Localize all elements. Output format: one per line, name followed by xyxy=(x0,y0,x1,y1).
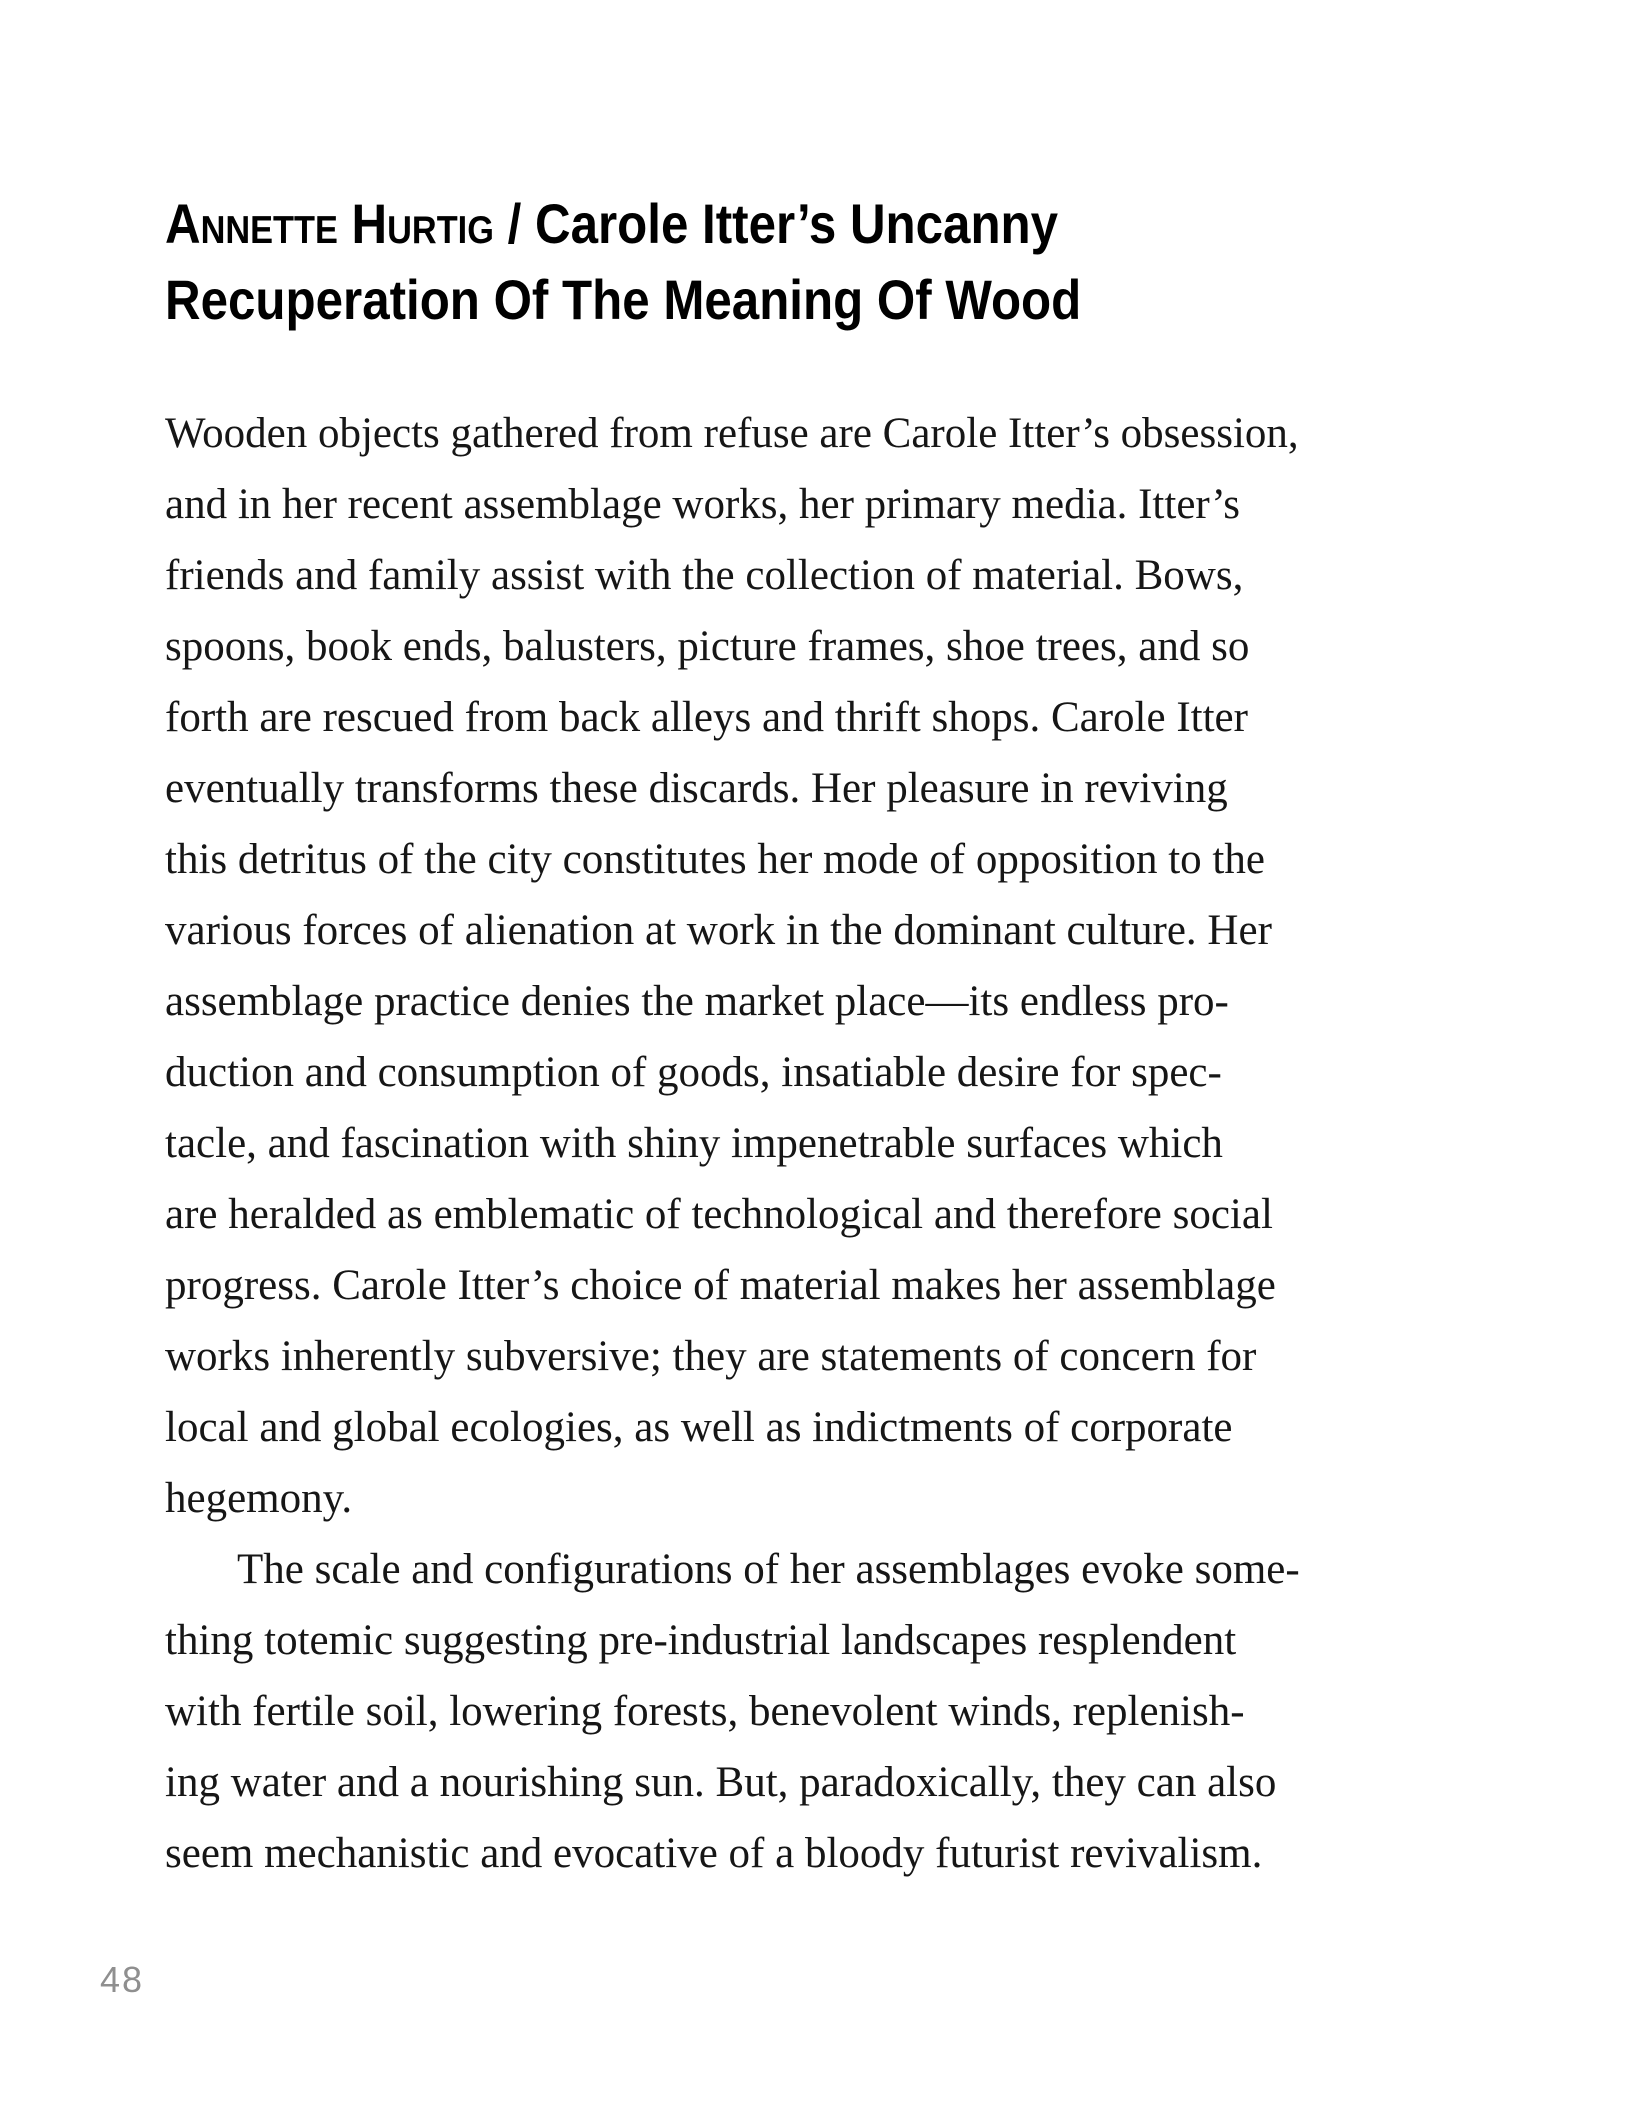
body-line-paragraph-start: The scale and configurations of her assemblages evoke some- xyxy=(237,1546,1300,1593)
body-line: local and global ecologies, as well as indictments of corporate xyxy=(165,1404,1233,1451)
article-title xyxy=(165,186,1206,338)
body-line: spoons, book ends, balusters, picture frames, shoe trees, and so xyxy=(165,623,1250,670)
body-line: ing water and a nourishing sun. But, paradoxically, they can also xyxy=(165,1759,1277,1806)
body-line: thing totemic suggesting pre-industrial landscapes resplendent xyxy=(165,1617,1237,1664)
body-line: works inherently subversive; they are statements of concern for xyxy=(165,1333,1257,1380)
author-name: Annette Hurtig xyxy=(165,191,494,255)
title-line-2-text: Recuperation Of The Meaning Of Wood xyxy=(165,267,1082,331)
body-line: Wooden objects gathered from refuse are Carole Itter’s obsession, xyxy=(165,410,1299,457)
body-line: hegemony. xyxy=(165,1475,353,1522)
body-line: assemblage practice denies the market place—its endless pro- xyxy=(165,978,1229,1025)
title-line-1 xyxy=(165,186,1206,262)
page-number: 48 xyxy=(100,1959,145,2000)
body-line: eventually transforms these discards. Her pleasure in reviving xyxy=(165,765,1228,812)
body-line: seem mechanistic and evocative of a bloody futurist revivalism. xyxy=(165,1830,1263,1877)
body-line: this detritus of the city constitutes her mode of opposition to the xyxy=(165,836,1265,883)
body-line: tacle, and fascination with shiny impenetrable surfaces which xyxy=(165,1120,1223,1167)
body-line: and in her recent assemblage works, her primary media. Itter’s xyxy=(165,481,1240,528)
title-line-1-rest: / Carole Itter’s Uncanny xyxy=(493,191,1059,255)
body-line: friends and family assist with the collection of material. Bows, xyxy=(165,552,1244,599)
body-line: duction and consumption of goods, insatiable desire for spec- xyxy=(165,1049,1222,1096)
body-line: forth are rescued from back alleys and thrift shops. Carole Itter xyxy=(165,694,1248,741)
body-line: various forces of alienation at work in the dominant culture. Her xyxy=(165,907,1272,954)
body-line: with fertile soil, lowering forests, benevolent winds, replenish- xyxy=(165,1688,1245,1735)
title-line-2 xyxy=(165,262,1206,338)
body-line: are heralded as emblematic of technological and therefore social xyxy=(165,1191,1273,1238)
body-text xyxy=(165,398,1300,1889)
body-line: progress. Carole Itter’s choice of material makes her assemblage xyxy=(165,1262,1276,1309)
